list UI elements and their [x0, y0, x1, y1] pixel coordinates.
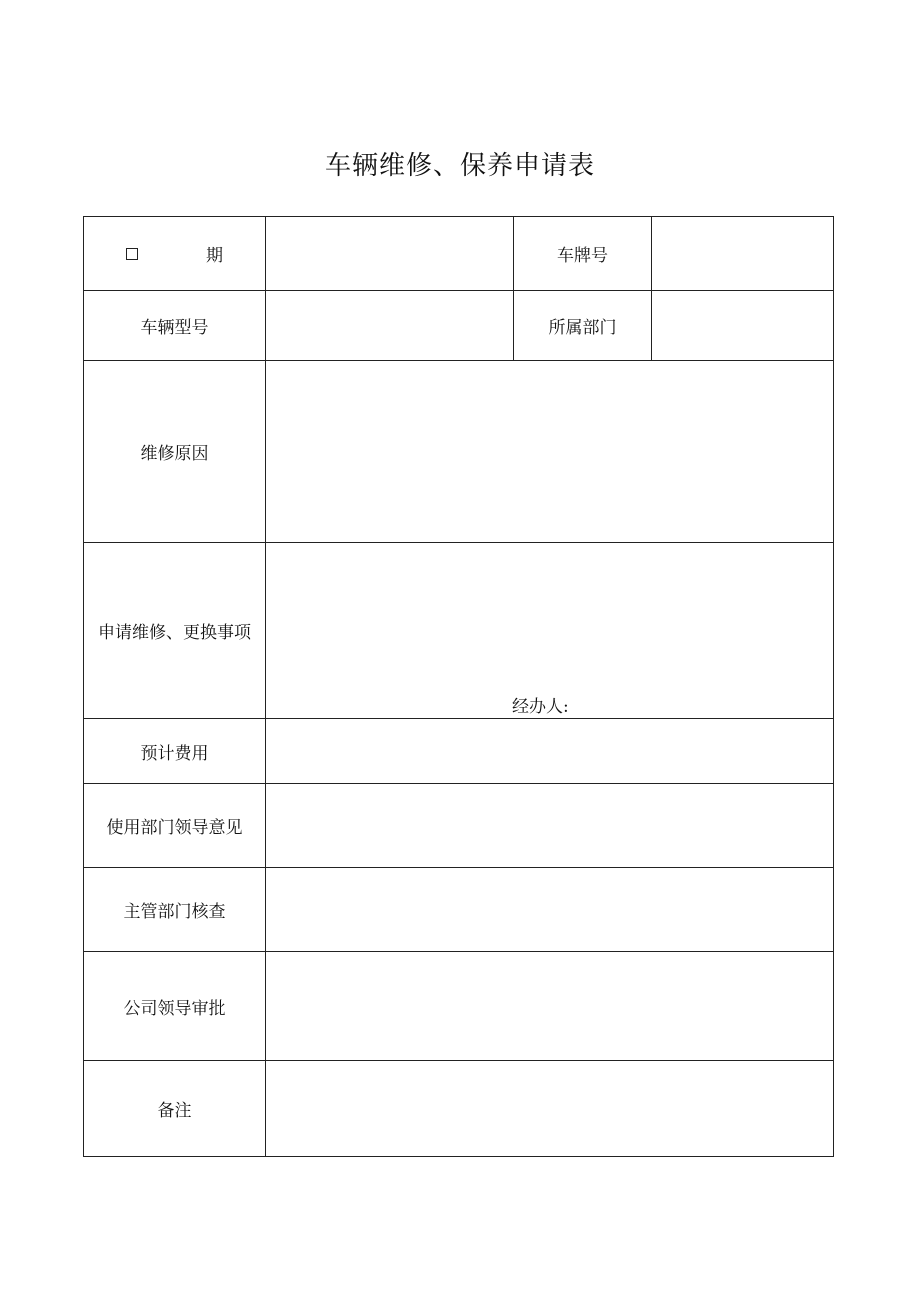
company-leader-field[interactable] — [266, 952, 834, 1061]
cost-label: 预计费用 — [84, 719, 266, 784]
row-remarks — [84, 1061, 834, 1157]
date-field[interactable] — [266, 217, 514, 291]
supervisor-label: 主管部门核查 — [84, 868, 266, 952]
application-form — [83, 216, 834, 1157]
model-label: 车辆型号 — [84, 291, 266, 361]
department-field[interactable] — [652, 291, 834, 361]
row-model — [84, 291, 834, 361]
plate-label: 车牌号 — [514, 217, 652, 291]
row-company-leader — [84, 952, 834, 1061]
dept-leader-field[interactable] — [266, 784, 834, 868]
remarks-label: 备注 — [84, 1061, 266, 1157]
department-label: 所属部门 — [514, 291, 652, 361]
company-leader-label: 公司领导审批 — [84, 952, 266, 1061]
row-supervisor — [84, 868, 834, 952]
row-reason — [84, 361, 834, 543]
dept-leader-label: 使用部门领导意见 — [84, 784, 266, 868]
remarks-field[interactable] — [266, 1061, 834, 1157]
reason-field[interactable] — [266, 361, 834, 543]
checkbox-icon — [126, 248, 138, 260]
request-field[interactable] — [266, 543, 834, 719]
row-dept-leader — [84, 784, 834, 868]
handler-label: 经办人: — [512, 697, 569, 717]
page-title: 车辆维修、保养申请表 — [324, 151, 595, 181]
cost-field[interactable] — [266, 719, 834, 784]
plate-field[interactable] — [652, 217, 834, 291]
row-date — [84, 217, 834, 291]
row-cost — [84, 719, 834, 784]
request-label: 申请维修、更换事项 — [84, 543, 266, 719]
date-label: 期 — [206, 246, 223, 266]
date-label-cell — [84, 217, 266, 291]
supervisor-field[interactable] — [266, 868, 834, 952]
row-request — [84, 543, 834, 719]
model-field[interactable] — [266, 291, 514, 361]
reason-label: 维修原因 — [84, 361, 266, 543]
